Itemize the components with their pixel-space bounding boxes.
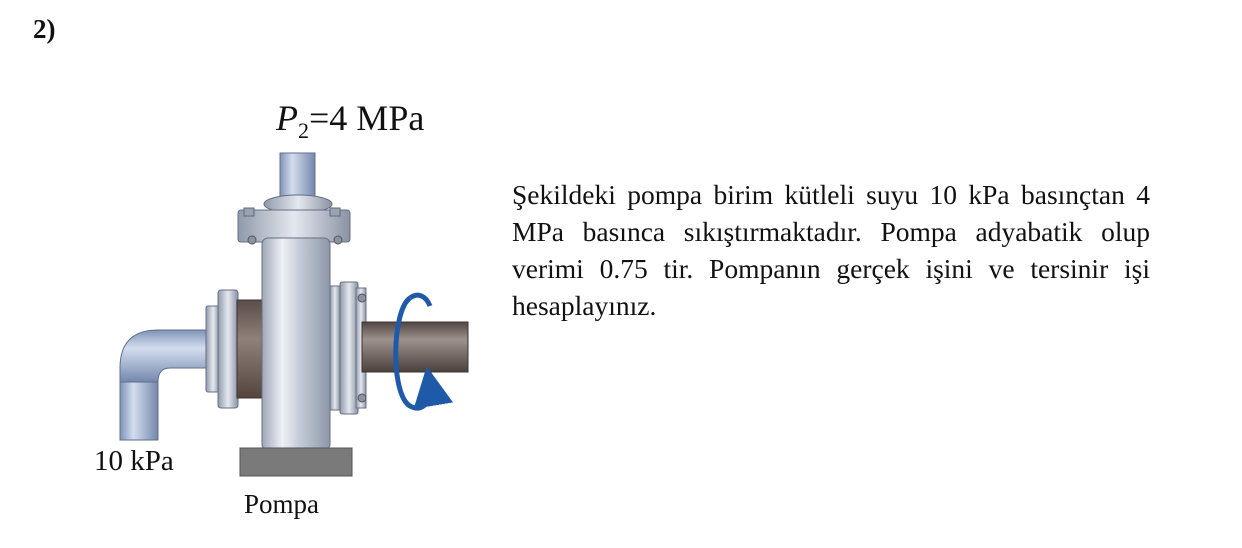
pump-base <box>240 448 352 476</box>
outlet-flange <box>238 195 350 244</box>
inlet-pipe <box>120 330 212 440</box>
pump-label: Pompa <box>244 489 320 519</box>
inlet-flange <box>206 290 263 408</box>
problem-statement: Şekildeki pompa birim kütleli suyu 10 kPa basınçtan 4 MPa basınca sıkıştırmaktadır. Pompa adyabatik olup verimi 0.75 tir. Pompanın gerçek işini ve tersinir işi hesaplayınız. <box>512 179 1150 321</box>
question-number: 2) <box>33 14 56 44</box>
outlet-pressure-label: $P_2=4$ MPa <box>276 98 425 143</box>
pump-casing <box>262 238 330 450</box>
shaft-flange <box>330 282 366 414</box>
rotation-arrow-top <box>410 295 430 306</box>
drive-shaft <box>362 322 468 372</box>
inlet-pressure-label: 10 kPa <box>94 445 174 477</box>
